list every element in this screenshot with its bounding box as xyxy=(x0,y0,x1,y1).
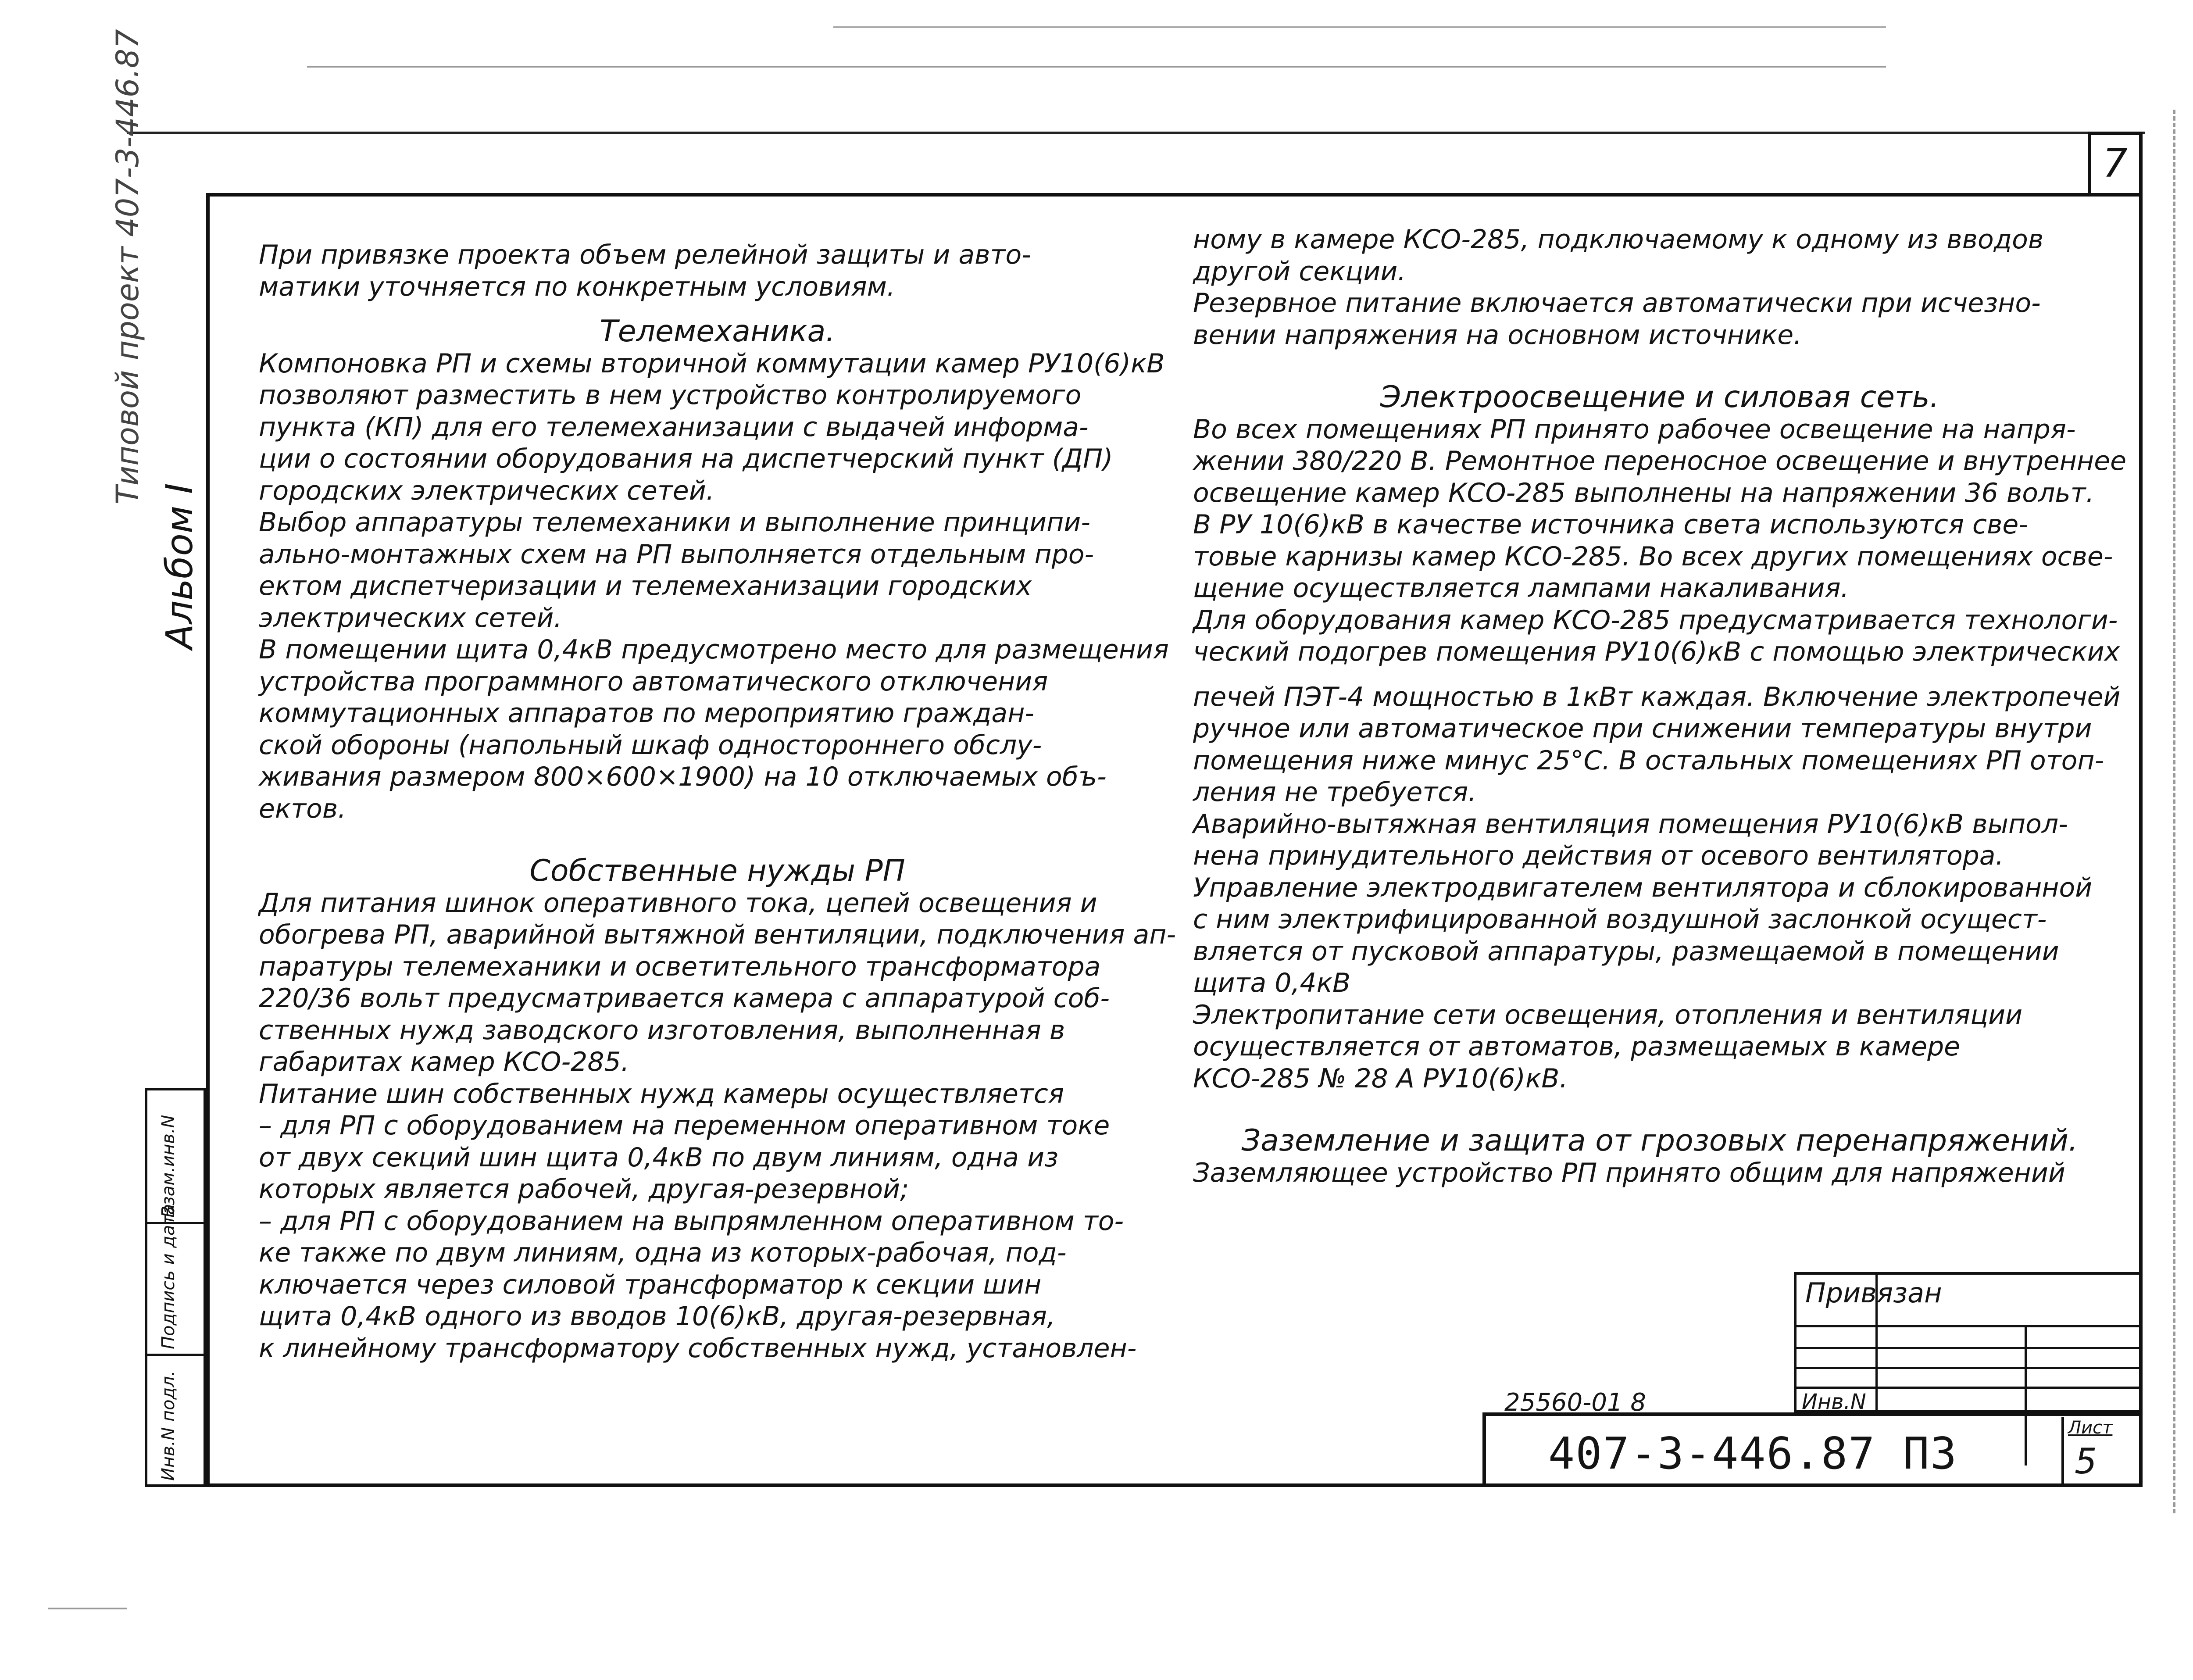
text-line: ческий подогрев помещения РУ10(6)кВ с помощью электрических xyxy=(1193,636,2120,667)
text-line: от двух секций шин щита 0,4кВ по двум линиям, одна из xyxy=(259,1142,1059,1173)
text-line: коммутационных аппаратов по мероприятию граждан- xyxy=(259,698,1035,729)
text-line: ектом диспетчеризации и телемеханизации городских xyxy=(259,571,1032,601)
text-line: к линейному трансформатору собственных нужд, установлен- xyxy=(259,1333,1137,1364)
text-line: Аварийно-вытяжная вентиляция помещения РУ10(6)кВ выпол- xyxy=(1193,808,2068,840)
text-line: В помещении щита 0,4кВ предусмотрено место для размещения xyxy=(259,634,1169,665)
text-line: городских электрических сетей. xyxy=(259,475,714,506)
text-line: Во всех помещениях РП принято рабочее освещение на напря- xyxy=(1193,414,2076,445)
text-line: печей ПЭТ-4 мощностью в 1кВт каждая. Включение электропечей xyxy=(1193,681,2121,712)
text-line: Выбор аппаратуры телемеханики и выполнение принципи- xyxy=(259,507,1091,538)
text-line: ке также по двум линиям, одна из которых-рабочая, под- xyxy=(259,1237,1067,1268)
title-block-line xyxy=(1797,1367,2140,1369)
sheet-number: 5 xyxy=(2075,1441,2097,1482)
text-line: В РУ 10(6)кВ в качестве источника света используются све- xyxy=(1193,509,2028,540)
text-line: Для оборудования камер КСО-285 предусматривается технологи- xyxy=(1193,604,2118,636)
text-line: ской обороны (напольный шкаф одностороннего обслу- xyxy=(259,729,1042,761)
text-line: которых является рабочей, другая-резервной; xyxy=(259,1174,909,1205)
text-line: Управление электродвигателем вентилятора и сблокированной xyxy=(1193,872,2093,903)
text-line: матики уточняется по конкретным условиям. xyxy=(259,271,895,302)
text-line: Для питания шинок оперативного тока, цепей освещения и xyxy=(259,887,1097,919)
text-line: Компоновка РП и схемы вторичной коммутации камер РУ10(6)кВ xyxy=(259,348,1165,379)
title-block-line xyxy=(1875,1275,1878,1415)
faint-rule xyxy=(307,66,1886,68)
spacer xyxy=(1193,668,2126,681)
section-heading: Телемеханика. xyxy=(600,314,835,349)
text-line: устройства программного автоматического отключения xyxy=(259,666,1048,697)
section-heading: Собственные нужды РП xyxy=(529,854,905,888)
text-line: электрических сетей. xyxy=(259,602,562,633)
text-line: паратуры телемеханики и осветительного трансформатора xyxy=(259,951,1101,982)
text-line: пункта (КП) для его телемеханизации с выдачей информа- xyxy=(259,411,1089,443)
left-text-column xyxy=(259,239,1176,1364)
stamp-divider xyxy=(147,1354,204,1356)
page-number-corner: 7 xyxy=(2088,132,2143,193)
text-line: обогрева РП, аварийной вытяжной вентиляции, подключения ап- xyxy=(259,919,1176,950)
text-line: ному в камере КСО-285, подключаемому к одному из вводов xyxy=(1193,224,2044,255)
sheet-label: Лист xyxy=(2068,1418,2113,1438)
text-line: Питание шин собственных нужд камеры осуществляется xyxy=(259,1078,1064,1109)
stamp-label: Инв.N подл. xyxy=(158,1370,179,1481)
faint-rule xyxy=(833,26,1886,28)
top-rule xyxy=(127,132,2145,134)
text-line: – для РП с оборудованием на переменном оперативном токе xyxy=(259,1110,1110,1141)
right-edge-mark xyxy=(2173,110,2175,1513)
title-block-line xyxy=(1797,1387,2140,1389)
spacer xyxy=(1193,351,2126,382)
text-line: осуществляется от автоматов, размещаемых в камере xyxy=(1193,1031,1961,1062)
text-line: позволяют разместить в нем устройство контролируемого xyxy=(259,380,1082,411)
text-line: 220/36 вольт предусматривается камера с аппаратурой соб- xyxy=(259,983,1110,1014)
text-line: вении напряжения на основном источнике. xyxy=(1193,319,1802,350)
text-line: Резервное питание включается автоматически при исчезно- xyxy=(1193,288,2041,318)
title-block xyxy=(1794,1272,2143,1412)
text-line: ции о состоянии оборудования на диспетчерский пункт (ДП) xyxy=(259,443,1113,474)
text-line: – для РП с оборудованием на выпрямленном оперативном то- xyxy=(259,1205,1124,1237)
title-block-line xyxy=(1797,1347,2140,1349)
text-line: ключается через силовой трансформатор к секции шин xyxy=(259,1269,1042,1300)
text-line: другой секции. xyxy=(1193,256,1406,287)
text-line: ектов. xyxy=(259,793,346,824)
text-line: ально-монтажных схем на РП выполняется отдельным про- xyxy=(259,539,1094,570)
spacer xyxy=(259,825,1176,855)
spacer xyxy=(1193,1094,2126,1125)
margin-project-title: Типовой проект 407-3-446.87 xyxy=(110,29,146,504)
text-line: вляется от пусковой аппаратуры, размещаемой в помещении xyxy=(1193,936,2059,967)
faint-rule xyxy=(48,1608,127,1609)
text-line: с ним электрифицированной воздушной заслонкой осущест- xyxy=(1193,904,2047,935)
privyazan-label: Привязан xyxy=(1805,1277,1942,1309)
text-line: ственных нужд заводского изготовления, выполненная в xyxy=(259,1015,1065,1046)
text-line: освещение камер КСО-285 выполнены на напряжении 36 вольт. xyxy=(1193,477,2094,508)
title-block-line xyxy=(1797,1325,2140,1327)
text-line: Электропитание сети освещения, отопления и вентиляции xyxy=(1193,999,2023,1030)
text-line: габаритах камер КСО-285. xyxy=(259,1047,629,1077)
small-code: 25560-01 8 xyxy=(1504,1388,1647,1417)
text-line: ручное или автоматическое при снижении температуры внутри xyxy=(1193,713,2092,744)
text-line: живания размером 800×600×1900) на 10 отключаемых объ- xyxy=(259,761,1107,792)
text-line: товые карнизы камер КСО-285. Во всех других помещениях осве- xyxy=(1193,541,2113,572)
inv-label: Инв.N xyxy=(1802,1390,1866,1414)
text-line: ления не требуется. xyxy=(1193,777,1477,808)
document-designation: 407-3-446.87 ПЗ xyxy=(1548,1428,1958,1479)
right-text-column xyxy=(1193,224,2126,1189)
text-line: щита 0,4кВ xyxy=(1193,968,1351,998)
section-heading: Электроосвещение и силовая сеть. xyxy=(1380,380,1939,415)
text-line: щение осуществляется лампами накаливания. xyxy=(1193,573,1849,604)
text-line: помещения ниже минус 25°С. В остальных помещениях РП отоп- xyxy=(1193,745,2104,776)
stamp-label: Подпись и дата xyxy=(158,1204,179,1349)
text-line: Заземляющее устройство РП принято общим для напряжений xyxy=(1193,1157,2065,1188)
text-line: КСО-285 № 28 А РУ10(6)кВ. xyxy=(1193,1063,1568,1094)
text-line: щита 0,4кВ одного из вводов 10(6)кВ, другая-резервная, xyxy=(259,1301,1056,1332)
section-heading: Заземление и защита от грозовых перенапряжений. xyxy=(1241,1123,2078,1158)
text-line: При привязке проекта объем релейной защиты и авто- xyxy=(259,239,1031,270)
margin-album-label: Альбом I xyxy=(158,483,201,649)
text-line: жении 380/220 В. Ремонтное переносное освещение и внутреннее xyxy=(1193,446,2127,476)
stamp-label: Взам.инв.N xyxy=(158,1115,179,1218)
approval-stamp-strip xyxy=(145,1088,206,1487)
text-line: нена принудительного действия от осевого вентилятора. xyxy=(1193,840,2004,871)
